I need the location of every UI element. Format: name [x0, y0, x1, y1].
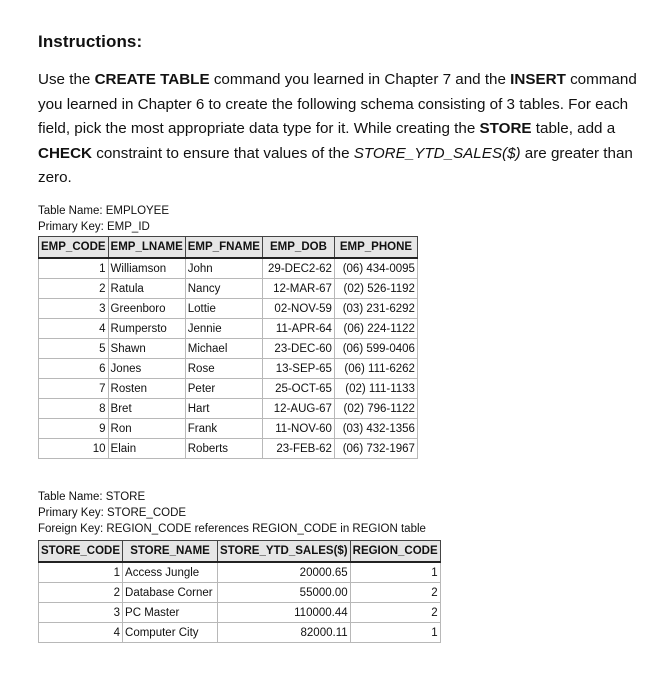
- employee-table-cell: Jones: [108, 359, 185, 379]
- store-table-cell: Computer City: [123, 623, 218, 643]
- employee-table-body: [39, 258, 418, 459]
- employee-table-cell: (06) 599-0406: [334, 339, 417, 359]
- instructions-paragraph: [38, 68, 656, 191]
- employee-table-cell: (06) 224-1122: [334, 319, 417, 339]
- employee-table-cell: 23-DEC-60: [262, 339, 334, 359]
- employee-col-header: EMP_FNAME: [185, 237, 262, 259]
- employee-table-cell: 9: [39, 419, 109, 439]
- employee-table-row: [39, 258, 418, 279]
- store-table-body: [39, 562, 441, 643]
- employee-table-cell: Hart: [185, 399, 262, 419]
- store-table-row: [39, 603, 441, 623]
- employee-table-cell: 13-SEP-65: [262, 359, 334, 379]
- employee-table-cell: 5: [39, 339, 109, 359]
- employee-table-cell: Rumpersto: [108, 319, 185, 339]
- employee-table-cell: 12-MAR-67: [262, 279, 334, 299]
- page-heading: Instructions:: [38, 32, 143, 51]
- instr-bold-create-table: CREATE TABLE: [94, 71, 210, 88]
- employee-table-cell: 02-NOV-59: [262, 299, 334, 319]
- employee-table-cell: 11-NOV-60: [262, 419, 334, 439]
- store-table-cell: 1: [350, 623, 440, 643]
- employee-col-header: EMP_CODE: [39, 237, 109, 259]
- store-table-row: [39, 562, 441, 583]
- employee-table-row: [39, 439, 418, 459]
- instr-bold-check: CHECK: [38, 144, 93, 162]
- store-table-cell: 1: [39, 562, 123, 583]
- employee-table-cell: (06) 111-6262: [334, 359, 417, 379]
- employee-table-cell: Ratula: [108, 279, 185, 299]
- employee-table-cell: 25-OCT-65: [262, 379, 334, 399]
- employee-table-cell: 7: [39, 379, 109, 399]
- instr-text-5: constraint to ensure that values of the: [92, 144, 354, 162]
- employee-table-cell: Peter: [185, 379, 262, 399]
- employee-table-cell: 1: [39, 258, 109, 279]
- employee-primary-key: Primary Key: EMP_ID: [38, 221, 150, 233]
- store-header-row: [39, 541, 441, 563]
- employee-table-cell: Ron: [108, 419, 185, 439]
- employee-table-cell: (02) 111-1133: [334, 379, 417, 399]
- employee-table-cell: 3: [39, 299, 109, 319]
- store-table-cell: 3: [39, 603, 123, 623]
- employee-table-row: [39, 399, 418, 419]
- store-foreign-key: Foreign Key: REGION_CODE references REGION_CODE in REGION table: [38, 523, 426, 535]
- employee-header-row: [39, 237, 418, 259]
- employee-table-cell: Shawn: [108, 339, 185, 359]
- employee-table-cell: Frank: [185, 419, 262, 439]
- instr-italic-ytd-sales: STORE_YTD_SALES($): [353, 144, 521, 162]
- store-table-cell: 2: [350, 583, 440, 603]
- employee-table-cell: Bret: [108, 399, 185, 419]
- instr-text-3: command you learned in Chapter 6 to create the following schema consisting of 3 tables. For each field, pick the most appropriate data type for it. While creating the: [38, 71, 637, 137]
- employee-table-row: [39, 279, 418, 299]
- store-table-name: Table Name: STORE: [38, 491, 146, 503]
- store-table-cell: 1: [350, 562, 440, 583]
- employee-col-header: EMP_PHONE: [334, 237, 417, 259]
- store-table-cell: Access Jungle: [123, 562, 218, 583]
- employee-table-row: [39, 359, 418, 379]
- employee-table-row: [39, 419, 418, 439]
- store-table-cell: PC Master: [123, 603, 218, 623]
- employee-table-row: [39, 379, 418, 399]
- instr-text-4: table, add a: [531, 120, 616, 137]
- instr-text-2: command you learned in Chapter 7 and the: [209, 71, 511, 88]
- employee-table-cell: 11-APR-64: [262, 319, 334, 339]
- store-primary-key: Primary Key: STORE_CODE: [38, 507, 187, 519]
- employee-table-cell: (06) 732-1967: [334, 439, 417, 459]
- store-table: [38, 540, 441, 643]
- employee-table-cell: 2: [39, 279, 109, 299]
- employee-table-name: Table Name: EMPLOYEE: [38, 205, 170, 217]
- store-table-row: [39, 623, 441, 643]
- employee-table-cell: Michael: [185, 339, 262, 359]
- store-table-cell: 82000.11: [218, 623, 351, 643]
- employee-table-cell: 8: [39, 399, 109, 419]
- store-table-cell: 20000.65: [218, 562, 351, 583]
- store-col-header: STORE_YTD_SALES($): [218, 541, 351, 563]
- employee-table-cell: (06) 434-0095: [334, 258, 417, 279]
- store-table-cell: 55000.00: [218, 583, 351, 603]
- employee-table-cell: (03) 231-6292: [334, 299, 417, 319]
- employee-table-cell: Roberts: [185, 439, 262, 459]
- employee-table-cell: Rose: [185, 359, 262, 379]
- employee-table-cell: Elain: [108, 439, 185, 459]
- employee-table-cell: 12-AUG-67: [262, 399, 334, 419]
- store-table-row: [39, 583, 441, 603]
- store-table-cell: Database Corner: [123, 583, 218, 603]
- employee-col-header: EMP_LNAME: [108, 237, 185, 259]
- employee-table-cell: Rosten: [108, 379, 185, 399]
- employee-table-cell: John: [185, 258, 262, 279]
- store-table-cell: 2: [350, 603, 440, 623]
- employee-table-cell: Jennie: [185, 319, 262, 339]
- employee-table-cell: Lottie: [185, 299, 262, 319]
- employee-table-row: [39, 319, 418, 339]
- employee-table-row: [39, 339, 418, 359]
- employee-table-cell: 29-DEC2-62: [262, 258, 334, 279]
- employee-table-cell: Williamson: [108, 258, 185, 279]
- store-col-header: REGION_CODE: [350, 541, 440, 563]
- store-table-cell: 4: [39, 623, 123, 643]
- store-table-cell: 110000.44: [218, 603, 351, 623]
- employee-col-header: EMP_DOB: [262, 237, 334, 259]
- instr-bold-insert: INSERT: [510, 71, 566, 88]
- store-table-cell: 2: [39, 583, 123, 603]
- employee-table-cell: (02) 796-1122: [334, 399, 417, 419]
- store-col-header: STORE_NAME: [123, 541, 218, 563]
- employee-table-cell: 10: [39, 439, 109, 459]
- employee-table-cell: 4: [39, 319, 109, 339]
- employee-table-cell: Nancy: [185, 279, 262, 299]
- employee-table-cell: Greenboro: [108, 299, 185, 319]
- instr-text-6: are greater than zero.: [38, 144, 633, 186]
- instr-text-1: Use the: [38, 71, 95, 88]
- employee-table-cell: (02) 526-1192: [334, 279, 417, 299]
- store-col-header: STORE_CODE: [39, 541, 123, 563]
- employee-table-cell: 6: [39, 359, 109, 379]
- employee-table-cell: 23-FEB-62: [262, 439, 334, 459]
- employee-table-cell: (03) 432-1356: [334, 419, 417, 439]
- employee-table: [38, 236, 418, 459]
- instr-bold-store: STORE: [479, 120, 532, 137]
- employee-table-row: [39, 299, 418, 319]
